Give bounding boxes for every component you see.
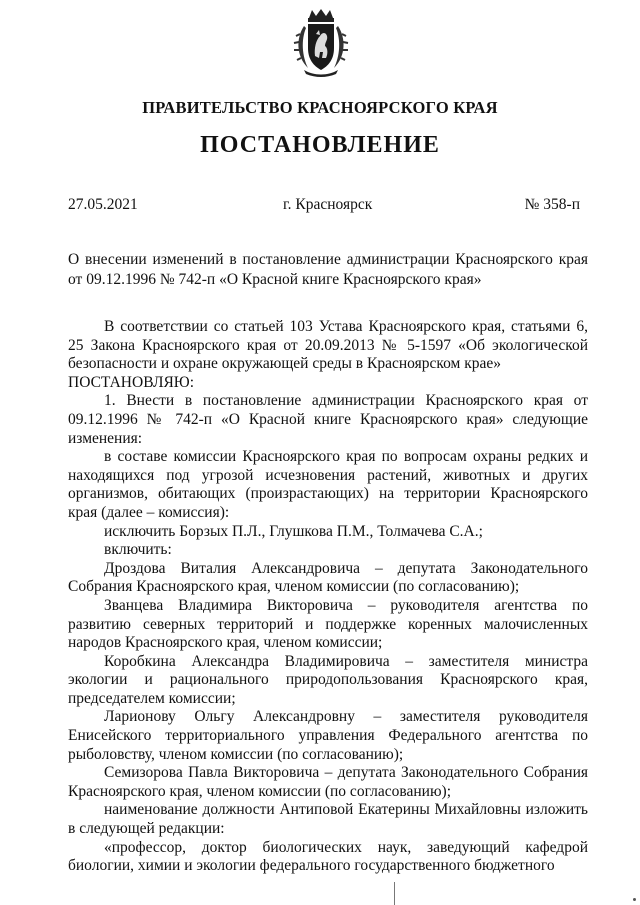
body-paragraph: включить: [104, 541, 172, 559]
document-city: г. Красноярск [283, 196, 373, 213]
scan-artifact-dot [633, 898, 636, 901]
scan-artifact-line [394, 882, 395, 905]
preamble-paragraph: В соответствии со статьей 103 Устава Красноярского края, статьями 6, 25 Закона Красноярского края от 20.09.2013 № 5-1597 «Об экологической безопасности и охране окружающей среды в Красноярском крае» [68, 318, 588, 373]
body-paragraph: исключить Борзых П.Л., Глушкова П.М., Толмачева С.А.; [104, 522, 483, 540]
document-date: 27.05.2021 [68, 196, 138, 213]
document-body [68, 318, 588, 876]
body-paragraph: «профессор, доктор биологических наук, заведующий кафедрой биологии, химии и экологии федерального государственного бюджетного [68, 838, 588, 875]
body-paragraph: 1. Внести в постановление администрации Красноярского края от 09.12.1996 № 742-п «О Красной книге Красноярского края» следующие изменения: [68, 392, 588, 447]
document-type-title: ПОСТАНОВЛЕНИЕ [200, 132, 440, 158]
body-paragraph: в составе комиссии Красноярского края по вопросам охраны редких и находящихся под угрозой исчезновения растений, животных и других организмов, обитающих (произрастающих) на территории Красноярского края (далее – комиссия): [68, 448, 588, 521]
resolve-keyword: ПОСТАНОВЛЯЮ: [68, 373, 195, 391]
government-title: ПРАВИТЕЛЬСТВО КРАСНОЯРСКОГО КРАЯ [142, 98, 498, 117]
body-paragraph: наименование должности Антиповой Екатерины Михайловны изложить в следующей редакции: [68, 801, 588, 838]
body-paragraph: Семизорова Павла Викторовича – депутата Законодательного Собрания Красноярского края, членом комиссии (по согласованию); [68, 764, 588, 800]
body-paragraph: Ларионову Ольгу Александровну – заместителя руководителя Енисейского территориального управления Федерального агентства по рыболовству, членом комиссии (по согласованию); [68, 708, 588, 763]
document-number: № 358-п [524, 196, 580, 213]
body-paragraph: Званцева Владимира Викторовича – руководителя агентства по развитию северных территорий и поддержке коренных малочисленных народов Красноярского края, членом комиссии; [68, 596, 588, 652]
krasnoyarsk-coat-of-arms-icon [292, 8, 350, 78]
body-paragraph: Дроздова Виталия Александровича – депутата Законодательного Собрания Красноярского края, членом комиссии (по согласованию); [68, 559, 588, 596]
body-paragraph: Коробкина Александра Владимировича – заместителя министра экологии и рационального природопользования Красноярского края, председателем комиссии; [68, 652, 588, 707]
document-subject: О внесении изменений в постановление администрации Красноярского края от 09.12.1996 № 742-п «О Красной книге Красноярского края» [68, 251, 588, 288]
